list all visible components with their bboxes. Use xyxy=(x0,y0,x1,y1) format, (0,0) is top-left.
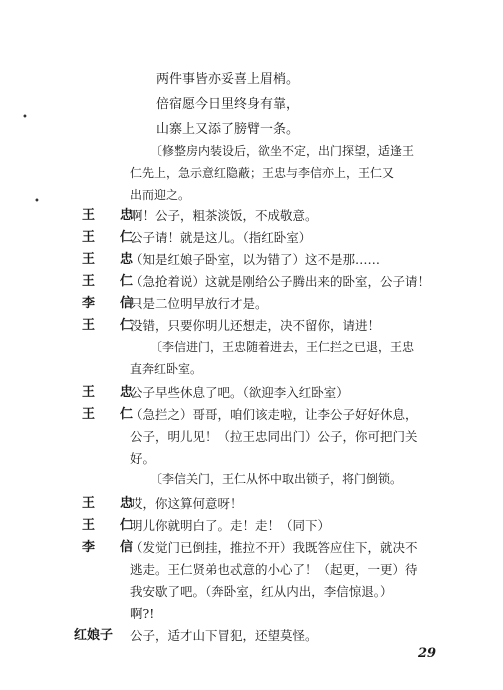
verse-line-1: 两件事皆亦妥喜上眉梢。 xyxy=(156,72,300,87)
dialogue-line: （发觉门已倒挂，推拉不开）我既答应住下，就决不 xyxy=(130,540,418,555)
speaker-name: 王 仁 xyxy=(82,518,140,533)
speaker-name: 王 忠 xyxy=(82,252,140,267)
stage-line: 仁先上，急示意红隐蔽；王忠与李信亦上，王仁又 xyxy=(130,166,395,180)
dialogue-line: 啊！公子，粗茶淡饭，不成敬意。 xyxy=(130,208,318,223)
dialogue-line: 公子早些休息了吧。（欲迎李入红卧室） xyxy=(130,385,349,400)
stage-line: 〔李信进门，王忠随着进去，王仁拦之已退，王忠 xyxy=(150,340,415,354)
dialogue-line: 公子，适才山下冒犯，还望莫怪。 xyxy=(130,628,318,643)
dialogue-line: 公子请！就是这儿。（指红卧室） xyxy=(130,230,312,245)
stage-direction-3 xyxy=(150,468,402,490)
dialogue-line: 啊?! xyxy=(130,606,155,621)
speaker-name: 王 仁 xyxy=(82,407,140,422)
speaker-name: 李 信 xyxy=(82,296,140,311)
stage-direction-2 xyxy=(130,336,415,380)
dialogue-line: 明儿你就明白了。走！走！（同下） xyxy=(130,518,331,533)
speaker-name: 王 忠 xyxy=(82,385,140,400)
dialogue-line: （急拦之）哥哥，咱们该走啦，让李公子好好休息， xyxy=(130,407,418,422)
verse-line-2: 倍宿愿今日里终身有靠， xyxy=(156,97,300,112)
dialogue-line: （知是红娘子卧室，以为错了）这不是那…… xyxy=(130,252,381,267)
dialogue-line: 没错，只要你明儿还想走，决不留你，请进！ xyxy=(130,318,381,333)
dialogue-line: 我安歇了吧。（奔卧室，红从内出，李信惊退。） xyxy=(130,584,393,599)
verse-line-3: 山寨上又添了膀臂一条。 xyxy=(156,122,300,137)
speaker-name: 王 仁 xyxy=(82,230,140,245)
speaker-name: 红娘子 xyxy=(74,628,114,643)
dialogue-line: 哎，你这算何意呀！ xyxy=(130,496,243,511)
stage-line: 〔李信关门，王仁从怀中取出锁子，将门倒锁。 xyxy=(150,472,403,486)
stage-line: 〔修整房内装设后，欲坐不定，出门探望，适逢王 xyxy=(150,144,415,158)
dialogue-line: 好。 xyxy=(130,451,156,466)
scan-mark: • xyxy=(34,196,40,207)
speaker-name: 王 仁 xyxy=(82,318,140,333)
dialogue-line: （急抢着说）这就是刚给公子腾出来的卧室，公子请！ xyxy=(130,274,431,289)
scan-mark: • xyxy=(22,112,28,123)
speaker-name: 王 忠 xyxy=(82,208,140,223)
speaker-name: 王 忠 xyxy=(82,496,140,511)
dialogue-line: 公子，明儿见！（拉王忠同出门）公子，你可把门关 xyxy=(130,429,418,444)
speaker-name: 李 信 xyxy=(82,540,140,555)
speaker-name: 王 仁 xyxy=(82,274,140,289)
stage-line: 出而迎之。 xyxy=(130,188,191,202)
page-number: 29 xyxy=(418,646,437,661)
dialogue-line: 只是二位明早放行才是。 xyxy=(130,296,268,311)
stage-line: 直奔红卧室。 xyxy=(130,362,203,376)
dialogue-line: 逃走。王仁贤弟也忒意的小心了！（起更，一更）待 xyxy=(130,562,418,577)
stage-direction-1 xyxy=(130,140,415,206)
